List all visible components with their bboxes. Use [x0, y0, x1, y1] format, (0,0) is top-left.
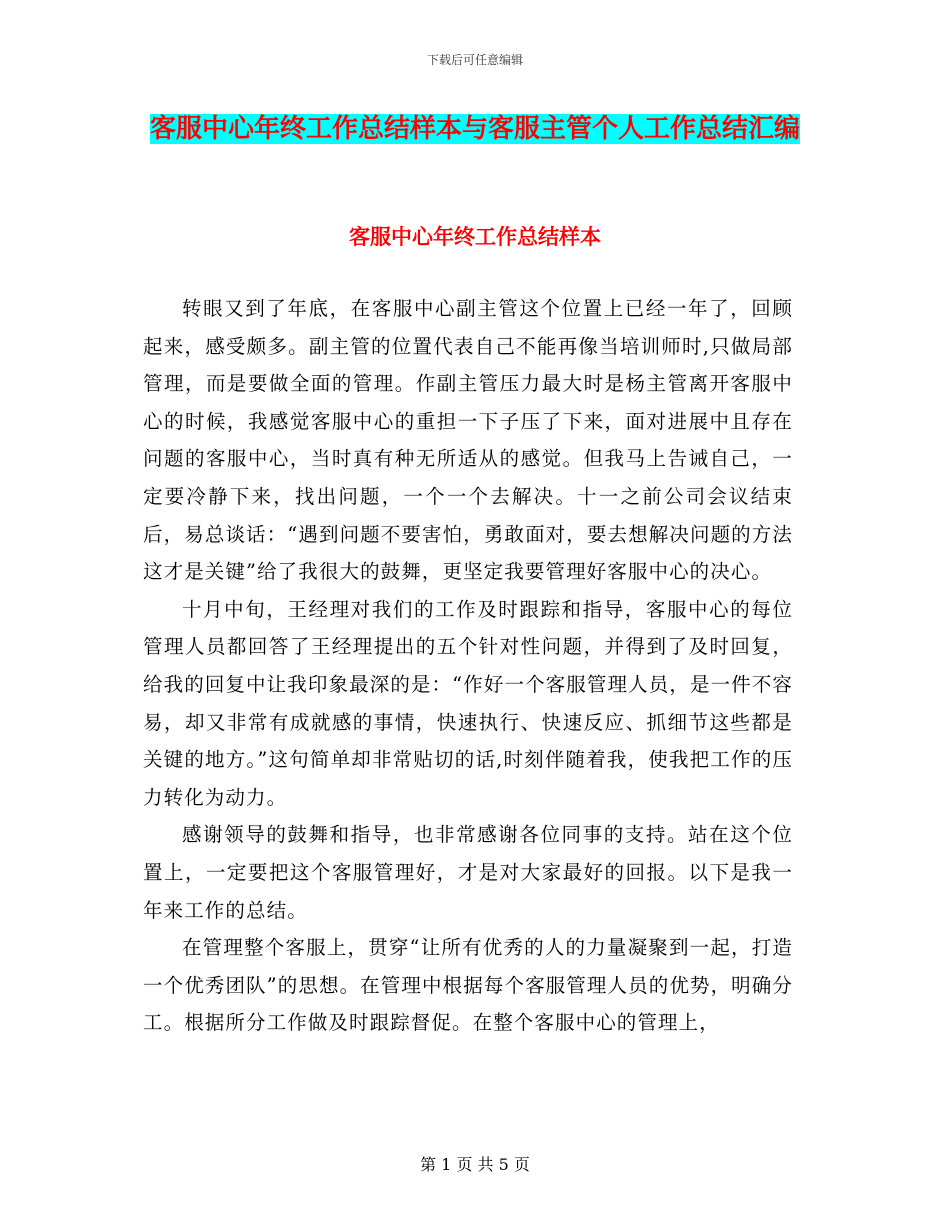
document-title	[150, 108, 800, 150]
document-title-text: 客服中心年终工作总结样本与客服主管个人工作总结汇编	[150, 114, 801, 144]
page-header: 下载后可任意编辑	[426, 53, 523, 67]
paragraph: 感谢领导的鼓舞和指导，也非常感谢各位同事的支持。站在这个位置上，一定要把这个客服管理好，才是对大家最好的回报。以下是我一年来工作的总结。	[143, 823, 793, 922]
section-title: 客服中心年终工作总结样本	[349, 225, 601, 249]
paragraph: 在管理整个客服上，贯穿“让所有优秀的人的力量凝聚到一起，打造一个优秀团队”的思想。在管理中根据每个客服管理人员的优势，明确分工。根据所分工作做及时跟踪督促。在整个客服中心的管理上，	[143, 936, 793, 1035]
page-number: 第 1 页 共 5 页	[420, 1155, 530, 1174]
paragraph: 转眼又到了年底，在客服中心副主管这个位置上已经一年了，回顾起来，感受颇多。副主管的位置代表自己不能再像当培训师时,只做局部管理，而是要做全面的管理。作副主管压力最大时是杨主管离开客服中心的时候，我感觉客服中心的重担一下子压了下来，面对进展中且存在问题的客服中心，当时真有种无所适从的感觉。但我马上告诫自己，一定要冷静下来，找出问题，一个一个去解决。十一之前公司会议结束后，易总谈话：“遇到问题不要害怕，勇敢面对，要去想解决问题的方法这才是关键”给了我很大的鼓舞，更坚定我要管理好客服中心的决心。	[143, 297, 793, 584]
document-body	[143, 290, 793, 1042]
paragraph: 十月中旬，王经理对我们的工作及时跟踪和指导，客服中心的每位管理人员都回答了王经理提出的五个针对性问题，并得到了及时回复，给我的回复中让我印象最深的是：“作好一个客服管理人员，是一件不容易，却又非常有成就感的事情，快速执行、快速反应、抓细节这些都是关键的地方。”这句简单却非常贴切的话,时刻伴随着我，使我把工作的压力转化为动力。	[143, 597, 793, 809]
